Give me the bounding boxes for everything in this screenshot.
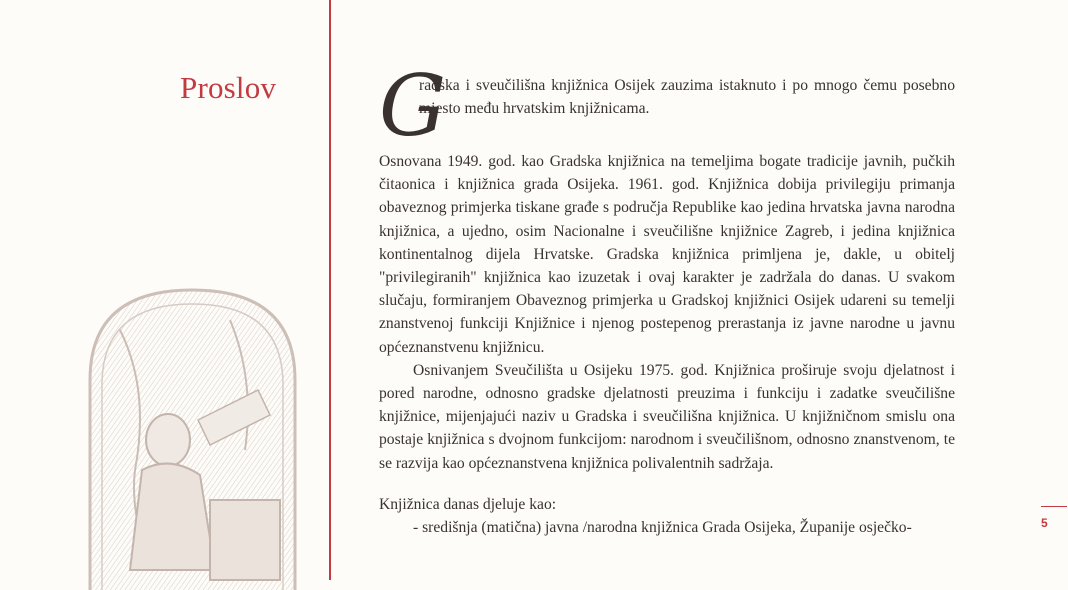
vertical-divider	[329, 0, 331, 580]
paragraph-1: Osnovana 1949. god. kao Gradska knjižnica na temeljima bogate tradicije javnih, pučkih čitaonica i knjižnica grada Osijeka. 1961. god. Knjižnica dobija privilegiju primanja obaveznog primjerka tiskane građe s područja Republike kao jedina hrvatska javna narodna knjižnica, a ujedno, osim Nacionalne i sveučilišne knjižnice Zagreb, i jedina knjižnica kontinentalnog dijela Hrvatske. Gradska knjižnica primljena je, dakle, u obitelj "privilegiranih" knjižnica kao izuzetak i ovaj karakter je zadržala do danas. U svakom slučaju, formiranjem Obaveznog primjerka u Gradskoj knjižnici Osijek udareni su temelji znanstvenoj funkciji Knjižnice i njenog postepenog prerastanja iz javne narodne u javnu općeznanstvenu knjižnicu.	[379, 153, 955, 356]
list-item: - središnja (matična) javna /narodna knjižnica Grada Osijeka, Županije osječko-	[413, 519, 912, 537]
page-number-rule	[1041, 506, 1067, 507]
body-text-column	[379, 57, 955, 539]
engraving-illustration	[80, 270, 305, 590]
drop-cap: G	[379, 57, 447, 155]
page-title: Proslov	[180, 70, 277, 105]
list-heading: Knjižnica danas djeluje kao:	[379, 495, 557, 513]
intro-text: radska i sveučilišna knjižnica Osijek zauzima istaknuto i po mnogo čemu posebno mjesto među hrvatskim knjižnicama.	[419, 77, 955, 118]
intro-paragraph	[379, 57, 955, 155]
paragraph-2: Osnivanjem Sveučilišta u Osijeku 1975. god. Knjižnica proširuje svoju djelatnost i pored narodne, odnosno gradske djelatnosti preuzima i funkciju i zadatke sveučilišne knjižnice, mijenjajući naziv u Gradska i sveučilišna knjižnica. U knjižničnom smislu ona postaje knjižnica s dvojnom funkcijom: narodnom i sveučilišnom, odnosno znanstvenom, te se razvija kao općeznanstvena knjižnica polivalentnih sadržaja.	[379, 361, 955, 472]
page-number: 5	[1041, 516, 1048, 530]
